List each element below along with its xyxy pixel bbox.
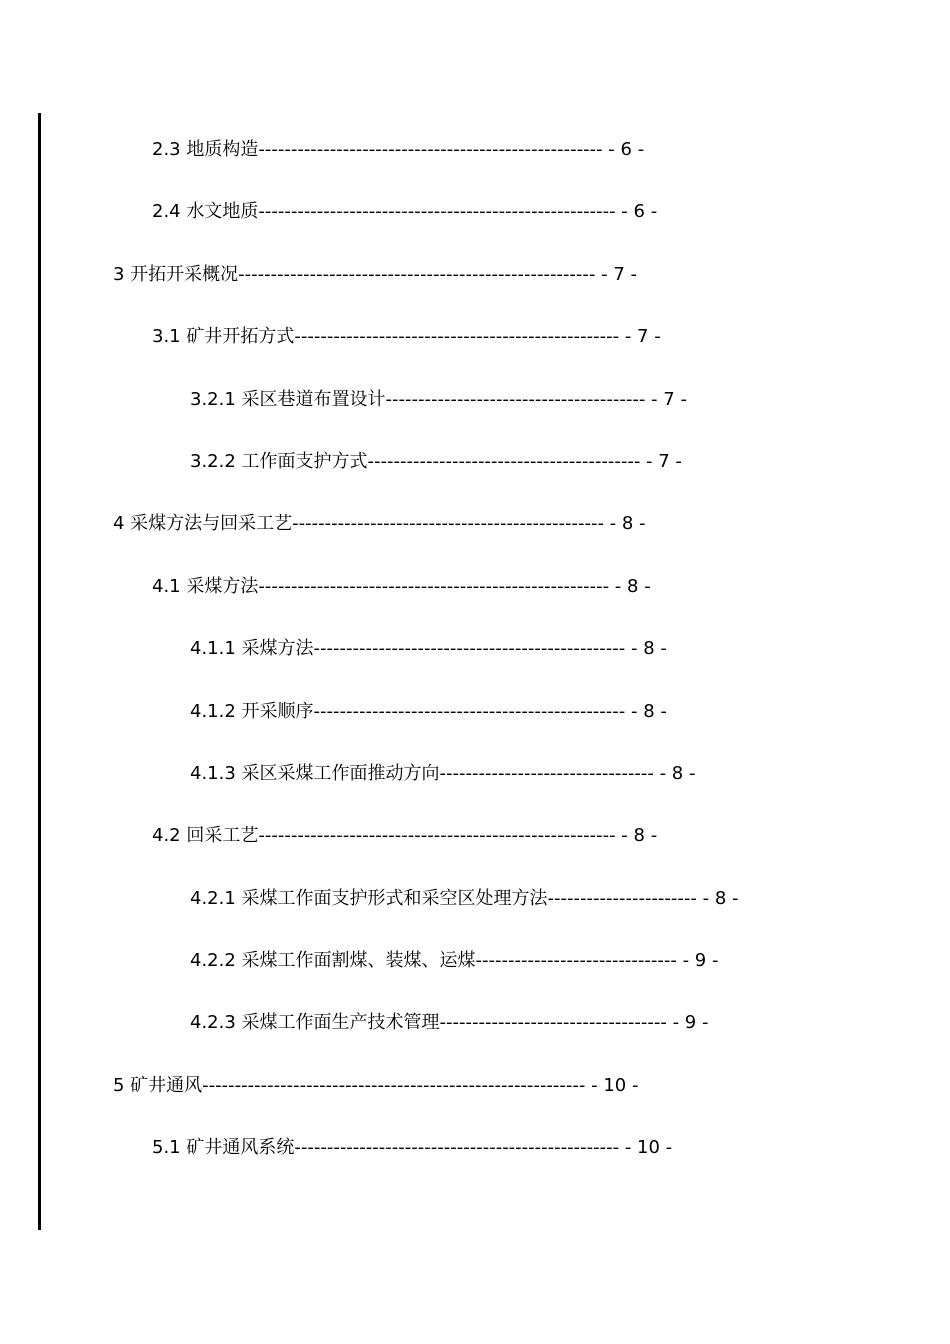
toc-entry-3-2-2[interactable]: 3.2.2 工作面支护方式------------------------------------------ - 7 - [190, 450, 682, 472]
toc-entry-3-1[interactable]: 3.1 矿井开拓方式-------------------------------------------------- - 7 - [152, 326, 661, 348]
toc-entry-2-4[interactable]: 2.4 水文地质------------------------------------------------------- - 6 - [152, 201, 658, 223]
toc-entry-4-2-3[interactable]: 4.2.3 采煤工作面生产技术管理----------------------------------- - 9 - [190, 1012, 709, 1034]
toc-entry-4-1[interactable]: 4.1 采煤方法------------------------------------------------------ - 8 - [152, 575, 651, 597]
toc-entry-4-2-1[interactable]: 4.2.1 采煤工作面支护形式和采空区处理方法----------------------- - 8 - [190, 887, 739, 909]
toc-entry-5-1[interactable]: 5.1 矿井通风系统-------------------------------------------------- - 10 - [152, 1137, 673, 1159]
toc-entry-2-3[interactable]: 2.3 地质构造----------------------------------------------------- - 6 - [152, 139, 645, 160]
toc-entry-4-1-3[interactable]: 4.1.3 采区采煤工作面推动方向--------------------------------- - 8 - [190, 762, 696, 784]
toc-entry-3-2-1[interactable]: 3.2.1 采区巷道布置设计---------------------------------------- - 7 - [190, 388, 687, 410]
toc-entry-3[interactable]: 3 开拓开采概况------------------------------------------------------- - 7 - [113, 263, 638, 285]
table-of-contents [0, 137, 950, 1198]
toc-entry-4[interactable]: 4 采煤方法与回采工艺------------------------------------------------ - 8 - [113, 513, 646, 535]
toc-entry-5[interactable]: 5 矿井通风----------------------------------------------------------- - 10 - [113, 1074, 639, 1096]
toc-entry-4-1-1[interactable]: 4.1.1 采煤方法------------------------------------------------ - 8 - [190, 638, 667, 660]
toc-entry-4-1-2[interactable]: 4.1.2 开采顺序------------------------------------------------ - 8 - [190, 700, 667, 722]
toc-entry-4-2[interactable]: 4.2 回采工艺------------------------------------------------------- - 8 - [152, 825, 658, 847]
toc-entry-4-2-2[interactable]: 4.2.2 采煤工作面割煤、装煤、运煤------------------------------- - 9 - [190, 950, 719, 972]
